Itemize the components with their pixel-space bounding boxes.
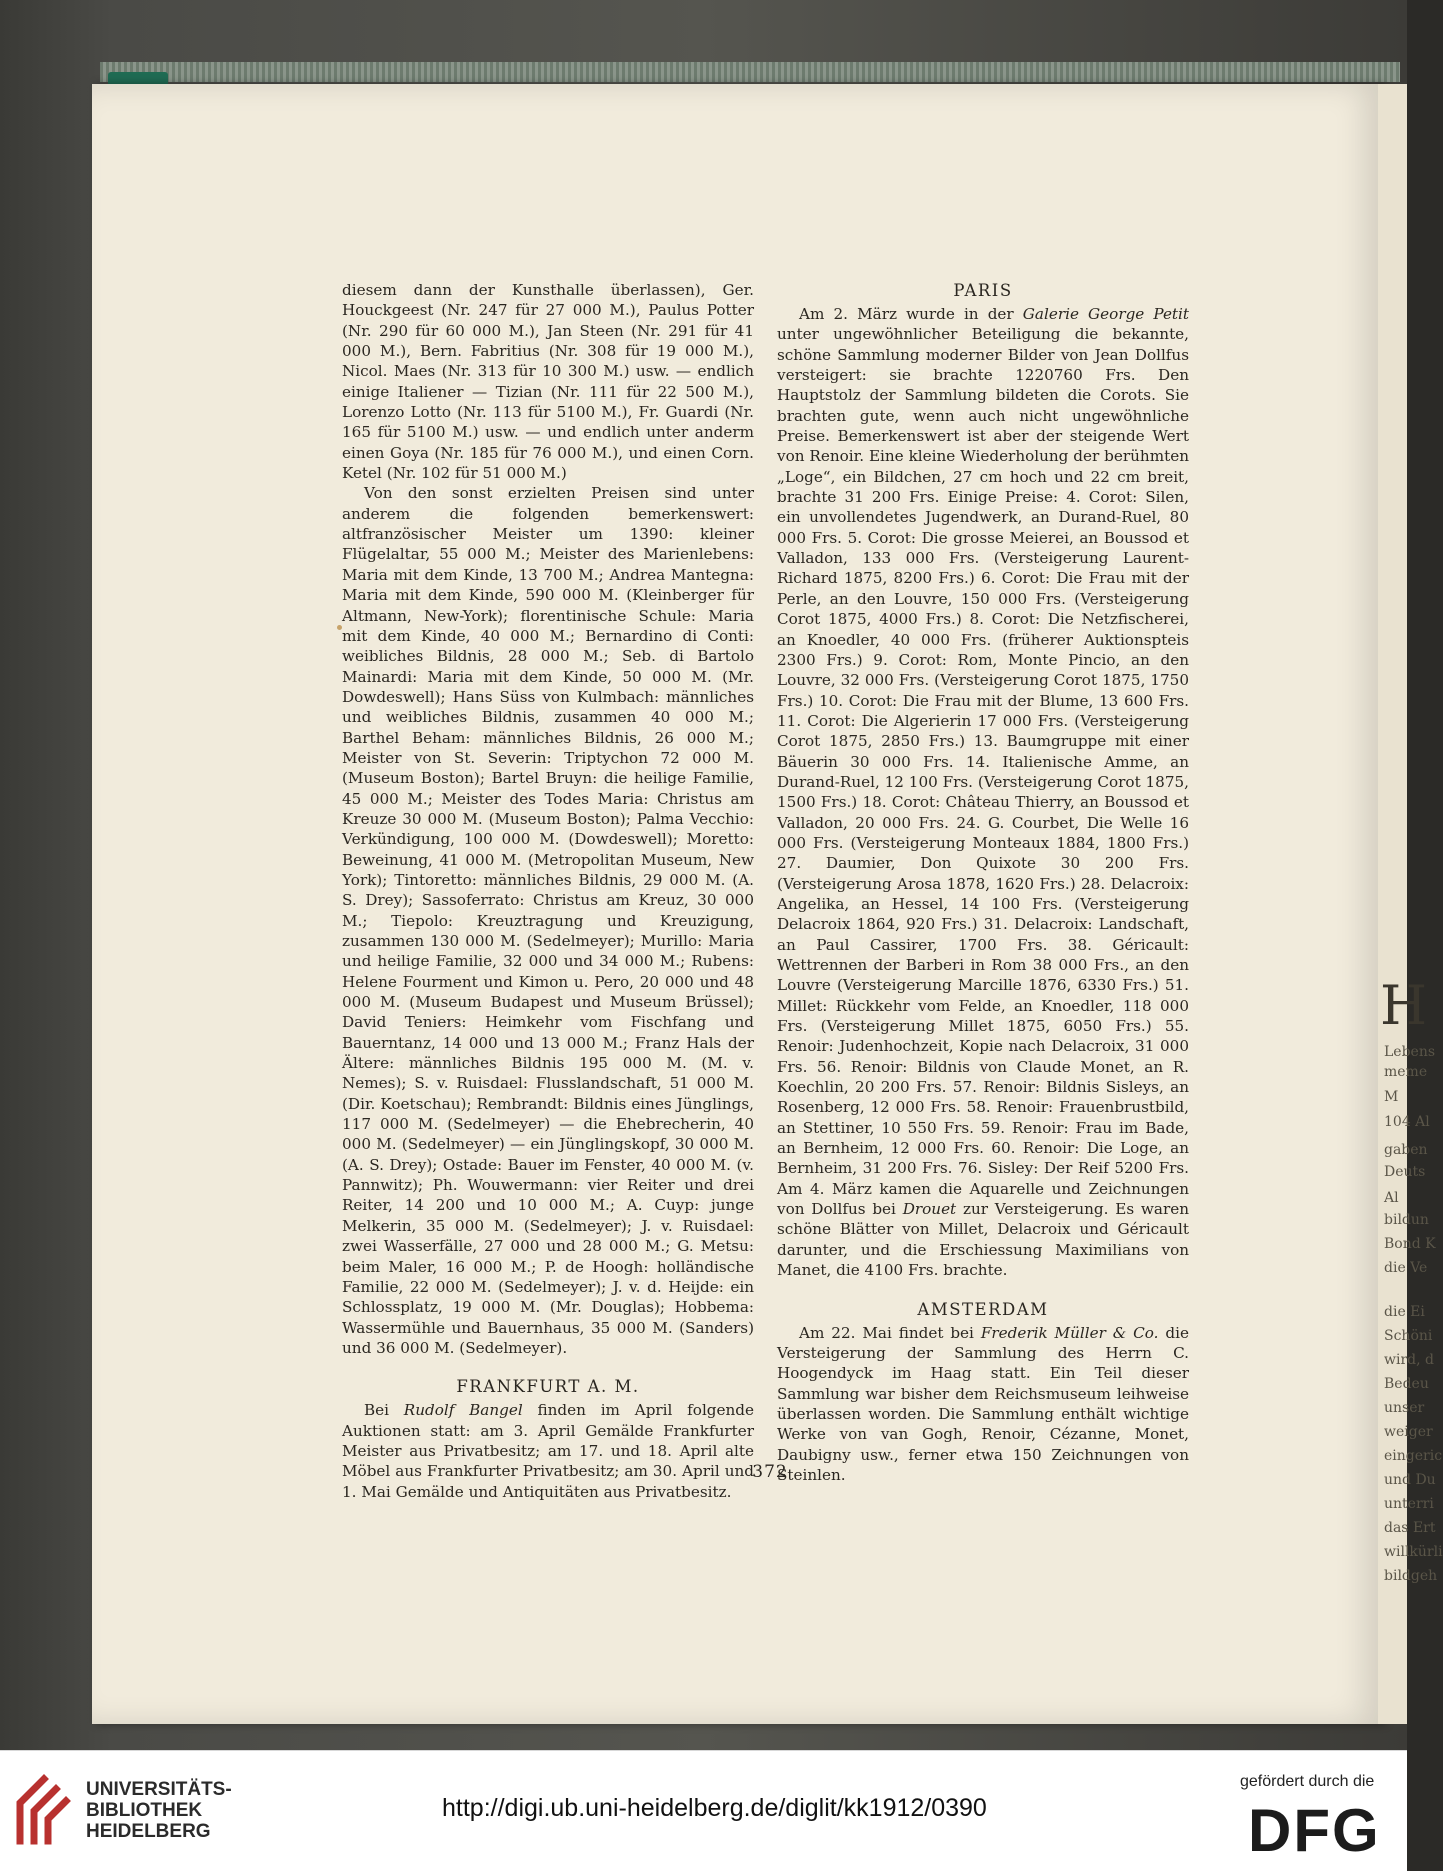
next-page-fragment: wird, d (1384, 1352, 1434, 1368)
next-page-fragment: eingeric (1384, 1448, 1443, 1464)
library-name-line: UNIVERSITÄTS- (86, 1779, 232, 1800)
next-page-fragment: unterri (1384, 1496, 1434, 1512)
paragraph: Von den sonst erzielten Preisen sind unter anderem die folgenden bemerkenswert: altfranzösischer Meister um 1390: kleiner Flügelaltar, 55 000 M.; Meister des Marienlebens: Maria mit dem Kinde, 13 700 M.; Andrea Mantegna: Maria mit dem Kinde, 590 000 M. (Kleinberger für Altmann, New-York); florentinische Schule: Maria mit dem Kinde, 40 000 M.; Bernardino di Conti: weibliches Bildnis, 28 000 M.; Seb. di Bartolo Mainardi: Maria mit dem Kinde, 50 000 M. (Mr. Dowdeswell); Hans Süss von Kulmbach: männliches und weibliches Bildnis, zusammen 40 000 M.; Barthel Beham: männliches Bildnis, 26 000 M.; Meister von St. Severin: Triptychon 72 000 M. (Museum Boston); Bartel Bruyn: die heilige Familie, 45 000 M.; Meister des Todes Maria: Christus am Kreuze 30 000 M. (Museum Boston); Palma Vecchio: Verkündigung, 100 000 M. (Dowdeswell); Moretto: Beweinung, 41 000 M. (Metropolitan Museum, New York); Tintoretto: männliches Bildnis, 29 000 M. (A. S. Drey); Sassoferrato: Christus am Kreuz, 30 000 M.; Tiepolo: Kreuztragung und Kreuzigung, zusammen 130 000 M. (Sedelmeyer); Murillo: Maria und heilige Familie, 32 000 und 34 000 M.; Rubens: Helene Fourment und Kimon u. Pero, 20 000 und 48 000 M. (Museum Budapest und Museum Brüssel); David Teniers: Heimkehr vom Fischfang und Bauerntanz, 14 000 und 13 000 M.; Franz Hals der Ältere: männliches Bildnis 195 000 M. (M. v. Nemes); S. v. Ruisdael: Flusslandschaft, 51 000 M. (Dir. Koetschau); Rembrandt: Bildnis eines Jünglings, 117 000 M. (Sedelmeyer) — die Ehebrecherin, 40 000 M. (Sedelmeyer) — ein Jünglingskopf, 30 000 M. (A. S. Drey); Ostade: Bauer im Fenster, 40 000 M. (v. Pannwitz); Ph. Wouwermann: vier Reiter und drei Reiter, 14 200 und 10 000 M.; A. Cuyp: junge Melkerin, 35 000 M. (Sedelmeyer); J. v. Ruisdael: zwei Wasserfälle, 27 000 und 28 000 M.; G. Metsu: beim Maler, 16 000 M.; P. de Hoogh: holländische Familie, 22 000 M. (Sedelmeyer); J. v. d. Heijde: ein Schlossplatz, 19 000 M. (Mr. Douglas); Hobbema: Wassermühle und Bauernhaus, 35 000 M. (Sanders) und 36 000 M. (Sedelmeyer). (342, 484, 754, 1357)
next-page-fragment: weiger (1384, 1424, 1433, 1440)
paragraph: Am 2. März wurde in der Galerie George Petit unter ungewöhnlicher Beteiligung die bekannte, schöne Sammlung moderner Bilder von Jean Dollfus versteigert: sie brachte 1220760 Frs. Den Hauptstolz der Sammlung bildeten die Corots. Sie brachten gute, wenn auch nicht ungewöhnliche Preise. Bemerkenswert ist aber der steigende Wert von Renoir. Eine kleine Wiederholung der berühmten „Loge“, ein Bildchen, 27 cm hoch und 22 cm breit, brachte 31 200 Frs. Einige Preise: 4. Corot: Silen, ein unvollendetes Jugendwerk, an Durand-Ruel, 80 000 Frs. 5. Corot: Die grosse Meierei, an Boussod et Valladon, 133 000 Frs. (Versteigerung Laurent-Richard 1875, 8200 Frs.) 6. Corot: Die Frau mit der Perle, an den Louvre, 150 000 Frs. (Versteigerung Corot 1875, 4000 Frs.) 8. Corot: Die Netzfischerei, an Knoedler, 40 000 Frs. (früherer Auktionspteis 2300 Frs.) 9. Corot: Rom, Monte Pincio, an den Louvre, 32 000 Frs. (Versteigerung Corot 1875, 1750 Frs.) 10. Corot: Die Frau mit der Blume, 13 600 Frs. 11. Corot: Die Algerierin 17 000 Frs. (Versteigerung Corot 1875, 2850 Frs.) 13. Baumgruppe mit einer Bäuerin 30 000 Frs. 14. Italienische Amme, an Durand-Ruel, 12 100 Frs. (Versteigerung Corot 1875, 1500 Frs.) 18. Corot: Château Thierry, an Boussod et Valladon, 20 000 Frs. 24. G. Courbet, Die Welle 16 000 Frs. (Versteigerung Monteaux 1884, 1800 Frs.) 27. Daumier, Don Quixote 30 200 Frs. (Versteigerung Arosa 1878, 1620 Frs.) 28. Delacroix: Angelika, an Hessel, 14 100 Frs. (Versteigerung Delacroix 1864, 920 Frs.) 31. Delacroix: Landschaft, an Paul Cassirer, 1700 Frs. 38. Géricault: Wettrennen der Barberi in Rom 38 000 Frs., an den Louvre (Versteigerung Marcille 1876, 6330 Frs.) 51. Millet: Rückkehr vom Felde, an Knoedler, 118 000 Frs. (Versteigerung Millet 1875, 6050 Frs.) 55. Renoir: Judenhochzeit, Kopie nach Delacroix, 31 000 Frs. 56. Renoir: Bildnis von Claude Monet, an R. Koechlin, 20 200 Frs. 57. Renoir: Bildnis Sisleys, an Rosenberg, 12 000 Frs. 58. Renoir: Frauenbrustbild, an Stettiner, 10 550 Frs. 59. Renoir: Frau im Bade, an Bernheim, 12 000 Frs. 60. Renoir: Die Loge, an Bernheim, 31 200 Frs. 76. Sisley: Der Reif 5200 Frs. Am 4. März kamen die Aquarelle und Zeichnungen von Dollfus bei Drouet zur Versteigerung. Es waren schöne Blätter von Millet, Delacroix und Géricault darunter, und die Erschiessung Maximilians von Manet, die 4100 Frs. brachte. (777, 305, 1189, 1280)
section-heading: AMSTERDAM (917, 1299, 1049, 1319)
paragraph: Bei Rudolf Bangel finden im April folgende Auktionen statt: am 3. April Gemälde Frankfurter Meister aus Privatbesitz; am 17. und 18. April alte Möbel aus Frankfurter Privatbesitz; am 30. April und 1. Mai Gemälde und Antiquitäten aus Privatbesitz. (342, 1401, 755, 1501)
dfg-logo[interactable]: DFG (1248, 1797, 1381, 1864)
next-page-fragment: M (1384, 1089, 1399, 1105)
next-page-fragment: meme (1384, 1064, 1428, 1080)
next-page-fragment: Schöni (1384, 1328, 1433, 1344)
library-name-line: BIBLIOTHEK (86, 1800, 203, 1821)
footer-bar (0, 1750, 1407, 1871)
university-logo-icon[interactable] (14, 1773, 72, 1847)
next-page-fragment: die Ve (1384, 1260, 1428, 1276)
funded-by-label: gefördert durch die (1240, 1773, 1375, 1790)
permalink-url[interactable]: http://digi.ub.uni-heidelberg.de/diglit/kk1912/0390 (442, 1794, 987, 1822)
paragraph: Am 22. Mai findet bei Frederik Müller & Co. die Versteigerung der Sammlung des Herrn C. Hoogendyck im Haag statt. Ein Teil dieser Sammlung war bisher dem Reichsmuseum leihweise überlassen worden. Die Sammlung enthält wichtige Werke von van Gogh, Renoir, Cézanne, Monet, Daubigny usw., ferner etwa 150 Zeichnungen von Steinlen. (777, 1323, 1189, 1484)
logo-stroke-inner (48, 1801, 66, 1841)
page-number: 372 (752, 1462, 788, 1482)
next-page-fragment: 104 Al (1384, 1114, 1430, 1130)
next-page-fragment: Deuts (1384, 1164, 1426, 1180)
next-page-fragment: und Du (1384, 1472, 1436, 1488)
library-name-line: HEIDELBERG (86, 1821, 211, 1842)
next-page-initial: H (1380, 974, 1428, 1037)
paragraph: diesem dann der Kunsthalle überlassen), Ger. Houckgeest (Nr. 247 für 27 000 M.), Paulus Potter (Nr. 290 für 60 000 M.), Jan Steen (Nr. 291 für 41 000 M.), Bern. Fabritius (Nr. 308 für 19 000 M.), Nicol. Maes (Nr. 313 für 10 300 M.) usw. — endlich einige Italiener — Tizian (Nr. 111 für 22 500 M.), Lorenzo Lotto (Nr. 113 für 5100 M.), Fr. Guardi (Nr. 165 für 5100 M.) usw. — und endlich unter anderm einen Goya (Nr. 185 für 76 000 M.), und einen Corn. Ketel (Nr. 102 für 51 000 M.) (342, 281, 754, 483)
next-page-fragment: die Ei (1384, 1304, 1425, 1320)
next-page-fragment: Al (1384, 1190, 1399, 1206)
next-page-fragment: willkürli (1384, 1544, 1443, 1560)
next-page-fragment: Lebens (1384, 1044, 1436, 1060)
next-page-fragment: unser (1384, 1400, 1425, 1416)
next-page-fragment: gaben (1384, 1142, 1428, 1158)
book-cover-edge (100, 62, 1400, 82)
next-page-edge (1378, 84, 1443, 1724)
next-page-fragment: das Ert (1384, 1520, 1436, 1536)
right-text-column (777, 280, 1189, 1485)
section-heading: PARIS (953, 281, 1013, 300)
left-text-column (342, 280, 754, 1502)
library-name (86, 1779, 232, 1842)
next-page-fragment: bildgeh (1384, 1568, 1438, 1584)
next-page-fragment: Bond K (1384, 1236, 1436, 1252)
section-heading: FRANKFURT A. M. (456, 1377, 640, 1397)
next-page-fragment: Bedeu (1384, 1376, 1429, 1392)
next-page-fragment: bildun (1384, 1212, 1429, 1228)
